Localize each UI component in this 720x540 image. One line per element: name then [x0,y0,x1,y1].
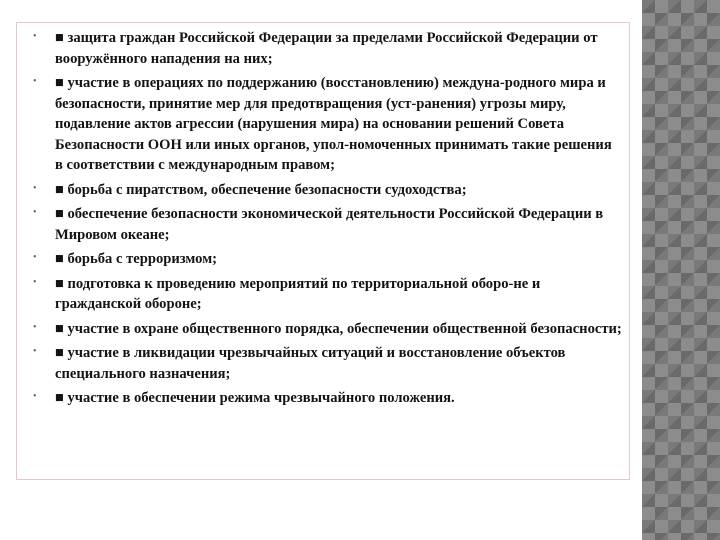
list-item [33,388,623,409]
list-item [33,274,623,315]
list-item-text: ■ участие в ликвидации чрезвычайных ситуаций и восстановление объектов специального назначения; [55,345,566,382]
list-item-text: ■ борьба с пиратством, обеспечение безопасности судоходства; [55,181,467,198]
list-item [33,180,623,201]
list-item [33,28,623,69]
list-item-text: ■ участие в обеспечении режима чрезвычайного положения. [55,390,455,406]
bullet-dot-icon: • [33,391,37,402]
bullet-dot-icon: • [33,276,37,288]
list-item-text: ■ защита граждан Российской Федерации за пределами Российской Федерации от вооружённого нападения на них; [55,30,598,67]
list-item [33,343,623,384]
list-item-text: ■ подготовка к проведению мероприятий по территориальной оборо-не и гражданской обороне; [55,275,541,312]
list-item [33,204,623,245]
bullet-dot-icon: • [33,321,37,333]
bullet-dot-icon: • [33,346,37,357]
bullet-dot-icon: • [33,207,37,218]
decorative-pattern-strip [642,0,720,540]
content-box [16,22,630,480]
list-item-text: ■ борьба с терроризмом; [55,251,217,267]
list-item-text: ■ участие в охране общественного порядка, обеспечении общественной безопасности; [55,320,622,337]
bullet-dot-icon: • [33,252,37,263]
bullet-list [17,23,629,409]
bullet-dot-icon: • [33,31,37,42]
list-item [33,73,623,176]
list-item [33,249,623,270]
list-item [33,319,623,340]
bullet-dot-icon: • [33,76,37,87]
bullet-dot-icon: • [33,182,37,194]
list-item-text: ■ обеспечение безопасности экономической деятельности Российской Федерации в Мировом океане; [55,206,604,243]
list-item-text: ■ участие в операциях по поддержанию (восстановлению) междуна-родного мира и безопасности, принятие мер для предотвращения (уст-ранения) угрозы миру, подавление актов агрессии (нарушения мира) на основании решений Совета Безопасности ООН или иных органов, упол-номоченных принимать такие решения в соответствии с международным правом; [55,75,612,173]
